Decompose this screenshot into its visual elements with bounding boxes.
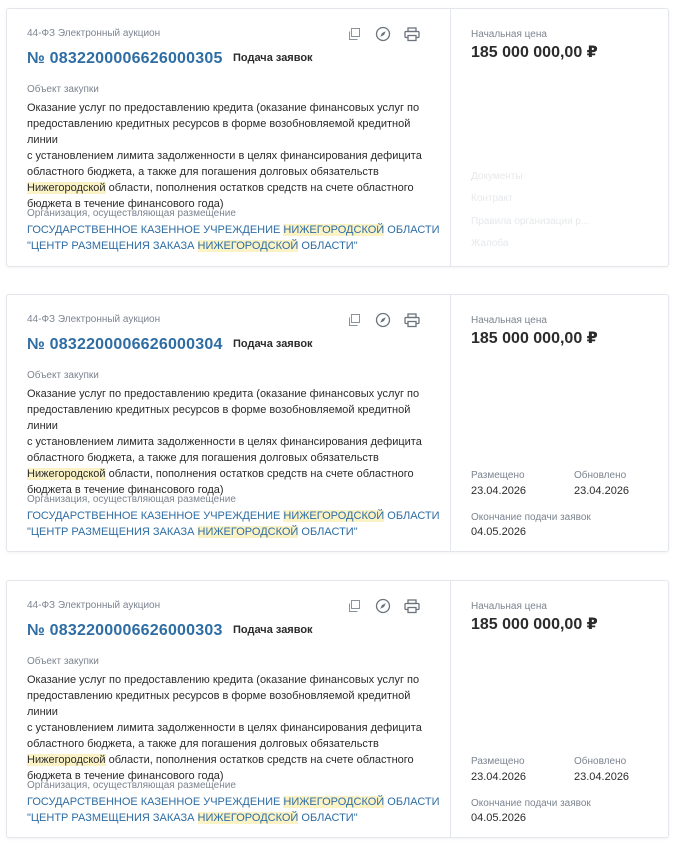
search-highlight: Нижегородской	[27, 468, 106, 480]
procurement-type: 44-ФЗ Электронный аукцион	[27, 314, 161, 325]
desc-line	[27, 466, 437, 482]
posted-label: Размещено	[471, 470, 525, 481]
faded-link-documents: Документы	[471, 171, 523, 182]
desc-line: предоставлению кредитных ресурсов в форме возобновляемой кредитной линии	[27, 118, 411, 146]
card-side	[450, 295, 668, 551]
org-text: ГОСУДАРСТВЕННОЕ КАЗЕННОЕ УЧРЕЖДЕНИЕ	[27, 224, 284, 236]
copy-icon[interactable]	[346, 598, 362, 614]
updated-label: Обновлено	[574, 470, 627, 481]
card-main	[7, 9, 450, 266]
faded-link-complaint: Жалоба	[471, 238, 509, 249]
copy-icon[interactable]	[346, 312, 362, 328]
status-label: Подача заявок	[233, 52, 313, 64]
desc-line: бюджета в течение финансового года)	[27, 770, 224, 782]
desc-line: с установлением лимита задолженности в целях финансирования дефицита	[27, 436, 422, 448]
faded-link-rules: Правила организации р...	[471, 216, 590, 227]
organization-link[interactable]	[27, 794, 447, 826]
desc-line: Оказание услуг по предоставлению кредита (оказание финансовых услуг по	[27, 674, 420, 686]
org-text: ОБЛАСТИ	[384, 510, 440, 522]
status-label: Подача заявок	[233, 338, 313, 350]
org-text: ОБЛАСТИ	[384, 224, 440, 236]
search-highlight: Нижегородской	[27, 182, 106, 194]
card-actions	[346, 312, 433, 328]
org-text: ОБЛАСТИ"	[298, 240, 358, 252]
card-main	[7, 581, 450, 837]
desc-line: областного бюджета, а также для погашения долговых обязательств	[27, 166, 379, 178]
desc-line: предоставлению кредитных ресурсов в форме возобновляемой кредитной линии	[27, 690, 411, 718]
status-label: Подача заявок	[233, 624, 313, 636]
organization-link[interactable]	[27, 222, 447, 254]
org-text: ОБЛАСТИ	[384, 796, 440, 808]
object-label: Объект закупки	[27, 656, 99, 667]
initial-price: 185 000 000,00 ₽	[471, 616, 598, 633]
organization-link[interactable]	[27, 508, 447, 540]
purchase-card	[6, 8, 669, 267]
purchase-description	[27, 672, 437, 784]
desc-line: предоставлению кредитных ресурсов в форме возобновляемой кредитной линии	[27, 404, 411, 432]
initial-price: 185 000 000,00 ₽	[471, 330, 598, 347]
org-text: "ЦЕНТР РАЗМЕЩЕНИЯ ЗАКАЗА	[27, 812, 198, 824]
desc-line: Оказание услуг по предоставлению кредита (оказание финансовых услуг по	[27, 102, 420, 114]
desc-line: бюджета в течение финансового года)	[27, 484, 224, 496]
org-text: ГОСУДАРСТВЕННОЕ КАЗЕННОЕ УЧРЕЖДЕНИЕ	[27, 510, 284, 522]
desc-line: бюджета в течение финансового года)	[27, 198, 224, 210]
search-highlight: НИЖЕГОРОДСКОЙ	[197, 526, 299, 538]
desc-line: Оказание услуг по предоставлению кредита (оказание финансовых услуг по	[27, 388, 420, 400]
card-actions	[346, 598, 433, 614]
org-text: ОБЛАСТИ"	[298, 812, 358, 824]
price-label: Начальная цена	[471, 29, 547, 40]
initial-price: 185 000 000,00 ₽	[471, 44, 598, 61]
org-text: "ЦЕНТР РАЗМЕЩЕНИЯ ЗАКАЗА	[27, 240, 198, 252]
compass-icon[interactable]	[375, 312, 391, 328]
printer-icon[interactable]	[404, 26, 420, 42]
desc-line: областного бюджета, а также для погашения долговых обязательств	[27, 738, 379, 750]
organization-label: Организация, осуществляющая размещение	[27, 494, 236, 505]
organization-label: Организация, осуществляющая размещение	[27, 208, 236, 219]
deadline-date: 04.05.2026	[471, 526, 527, 538]
search-highlight: Нижегородской	[27, 754, 106, 766]
search-highlight: НИЖЕГОРОДСКОЙ	[283, 224, 385, 236]
updated-date: 23.04.2026	[574, 771, 630, 783]
procurement-type: 44-ФЗ Электронный аукцион	[27, 600, 161, 611]
object-label: Объект закупки	[27, 370, 99, 381]
search-highlight: НИЖЕГОРОДСКОЙ	[197, 240, 299, 252]
search-highlight: НИЖЕГОРОДСКОЙ	[283, 510, 385, 522]
posted-date: 23.04.2026	[471, 771, 527, 783]
updated-label: Обновлено	[574, 756, 627, 767]
procurement-type: 44-ФЗ Электронный аукцион	[27, 28, 161, 39]
deadline-label: Окончание подачи заявок	[471, 512, 591, 523]
desc-text: области, пополнения остатков средств на счете областного	[105, 182, 414, 194]
search-highlight: НИЖЕГОРОДСКОЙ	[197, 812, 299, 824]
printer-icon[interactable]	[404, 312, 420, 328]
posted-label: Размещено	[471, 756, 525, 767]
purchase-description	[27, 386, 437, 498]
desc-text: области, пополнения остатков средств на счете областного	[105, 754, 414, 766]
deadline-date: 04.05.2026	[471, 812, 527, 824]
faded-link-contract: Контракт	[471, 193, 513, 204]
card-side	[450, 581, 668, 837]
updated-date: 23.04.2026	[574, 485, 630, 497]
desc-line	[27, 752, 437, 768]
card-actions	[346, 26, 433, 42]
copy-icon[interactable]	[346, 26, 362, 42]
posted-date: 23.04.2026	[471, 485, 527, 497]
deadline-label: Окончание подачи заявок	[471, 798, 591, 809]
purchase-number-link[interactable]: № 0832200006626000304	[27, 336, 223, 353]
org-text: ОБЛАСТИ"	[298, 526, 358, 538]
purchase-card	[6, 294, 669, 552]
price-label: Начальная цена	[471, 315, 547, 326]
desc-text: области, пополнения остатков средств на счете областного	[105, 468, 414, 480]
purchase-number-link[interactable]: № 0832200006626000303	[27, 622, 223, 639]
card-side	[450, 9, 668, 266]
compass-icon[interactable]	[375, 598, 391, 614]
search-highlight: НИЖЕГОРОДСКОЙ	[283, 796, 385, 808]
compass-icon[interactable]	[375, 26, 391, 42]
purchase-description	[27, 100, 437, 212]
printer-icon[interactable]	[404, 598, 420, 614]
org-text: ГОСУДАРСТВЕННОЕ КАЗЕННОЕ УЧРЕЖДЕНИЕ	[27, 796, 284, 808]
desc-line: с установлением лимита задолженности в целях финансирования дефицита	[27, 722, 422, 734]
purchase-card	[6, 580, 669, 838]
desc-line: областного бюджета, а также для погашения долговых обязательств	[27, 452, 379, 464]
card-main	[7, 295, 450, 551]
object-label: Объект закупки	[27, 84, 99, 95]
desc-line	[27, 180, 437, 196]
price-label: Начальная цена	[471, 601, 547, 612]
org-text: "ЦЕНТР РАЗМЕЩЕНИЯ ЗАКАЗА	[27, 526, 198, 538]
organization-label: Организация, осуществляющая размещение	[27, 780, 236, 791]
purchase-number-link[interactable]: № 0832200006626000305	[27, 50, 223, 67]
desc-line: с установлением лимита задолженности в целях финансирования дефицита	[27, 150, 422, 162]
